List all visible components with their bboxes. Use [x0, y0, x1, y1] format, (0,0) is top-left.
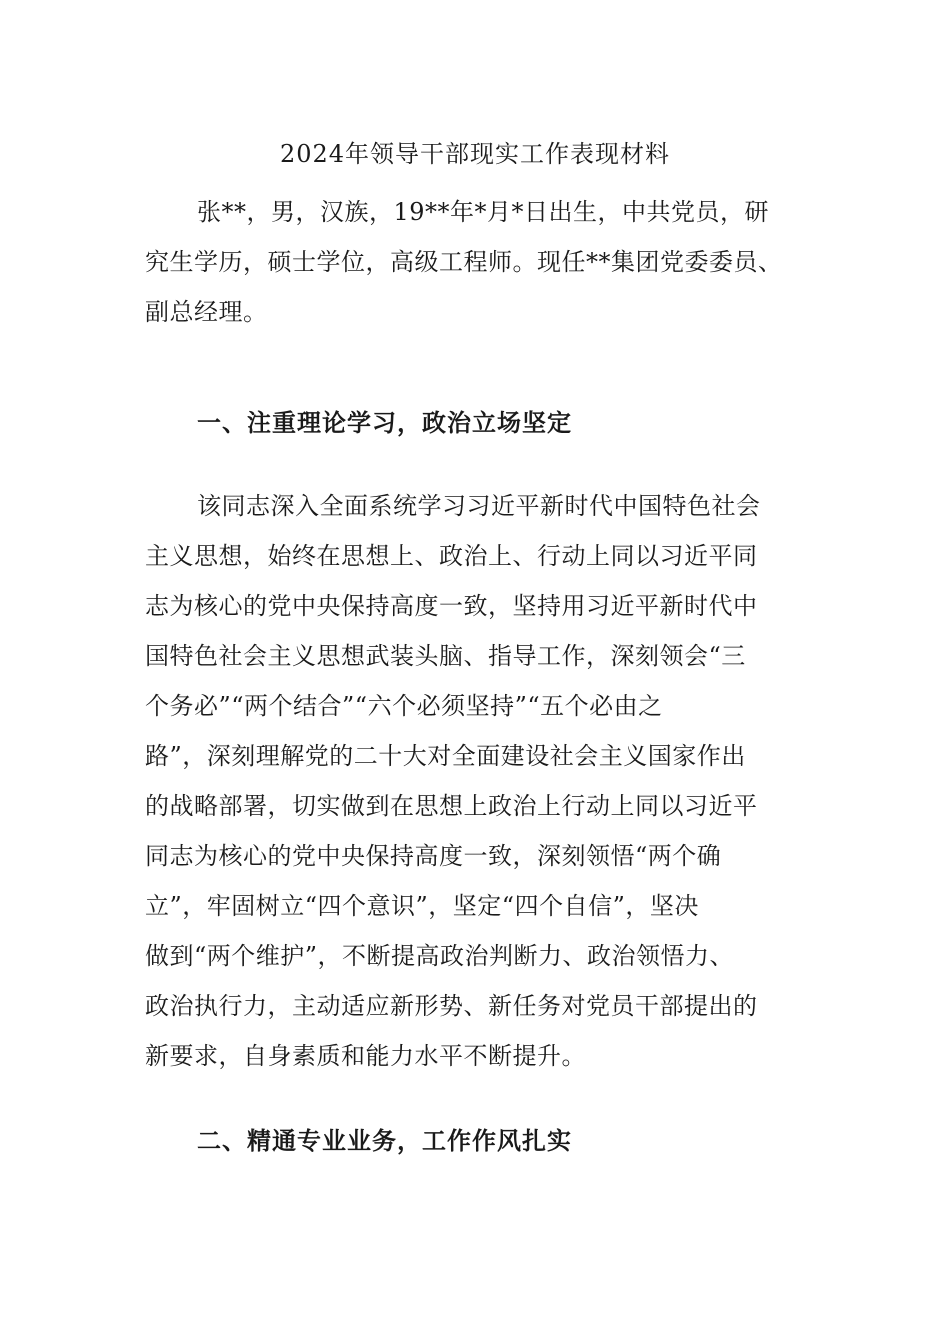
paragraph-line: 志为核心的党中央保持高度一致，坚持用习近平新时代中 — [145, 592, 758, 620]
intro-line: 张**，男，汉族，19**年*月*日出生，中共党员，研 — [197, 198, 770, 226]
section-1-paragraph — [145, 481, 795, 1081]
paragraph-line: 政治执行力，主动适应新形势、新任务对党员干部提出的 — [145, 992, 758, 1020]
intro-line: 究生学历，硕士学位，高级工程师。现任**集团党委委员、 — [145, 248, 783, 276]
paragraph-line: 个务必”“两个结合”“六个必须坚持”“五个必由之 — [145, 692, 663, 720]
paragraph-line: 路”，深刻理解党的二十大对全面建设社会主义国家作出 — [145, 742, 746, 770]
paragraph-line: 同志为核心的党中央保持高度一致，深刻领悟“两个确 — [145, 842, 722, 870]
paragraph-line: 做到“两个维护”，不断提高政治判断力、政治领悟力、 — [145, 942, 735, 970]
document-title: 2024年领导干部现实工作表现材料 — [279, 140, 671, 168]
paragraph-line: 该同志深入全面系统学习习近平新时代中国特色社会 — [197, 492, 761, 520]
paragraph-line: 国特色社会主义思想武装头脑、指导工作，深刻领会“三 — [145, 642, 746, 670]
intro-line: 副总经理。 — [145, 298, 268, 326]
section-2-heading: 二、精通专业业务，工作作风扎实 — [197, 1126, 572, 1155]
paragraph-line: 立”，牢固树立“四个意识”，坚定“四个自信”，坚决 — [145, 892, 699, 920]
section-1-heading: 一、注重理论学习，政治立场坚定 — [197, 408, 572, 437]
paragraph-line: 的战略部署，切实做到在思想上政治上行动上同以习近平 — [145, 792, 758, 820]
paragraph-line: 新要求，自身素质和能力水平不断提升。 — [145, 1042, 586, 1070]
paragraph-line: 主义思想，始终在思想上、政治上、行动上同以习近平同 — [145, 542, 758, 570]
intro-paragraph — [145, 187, 795, 337]
